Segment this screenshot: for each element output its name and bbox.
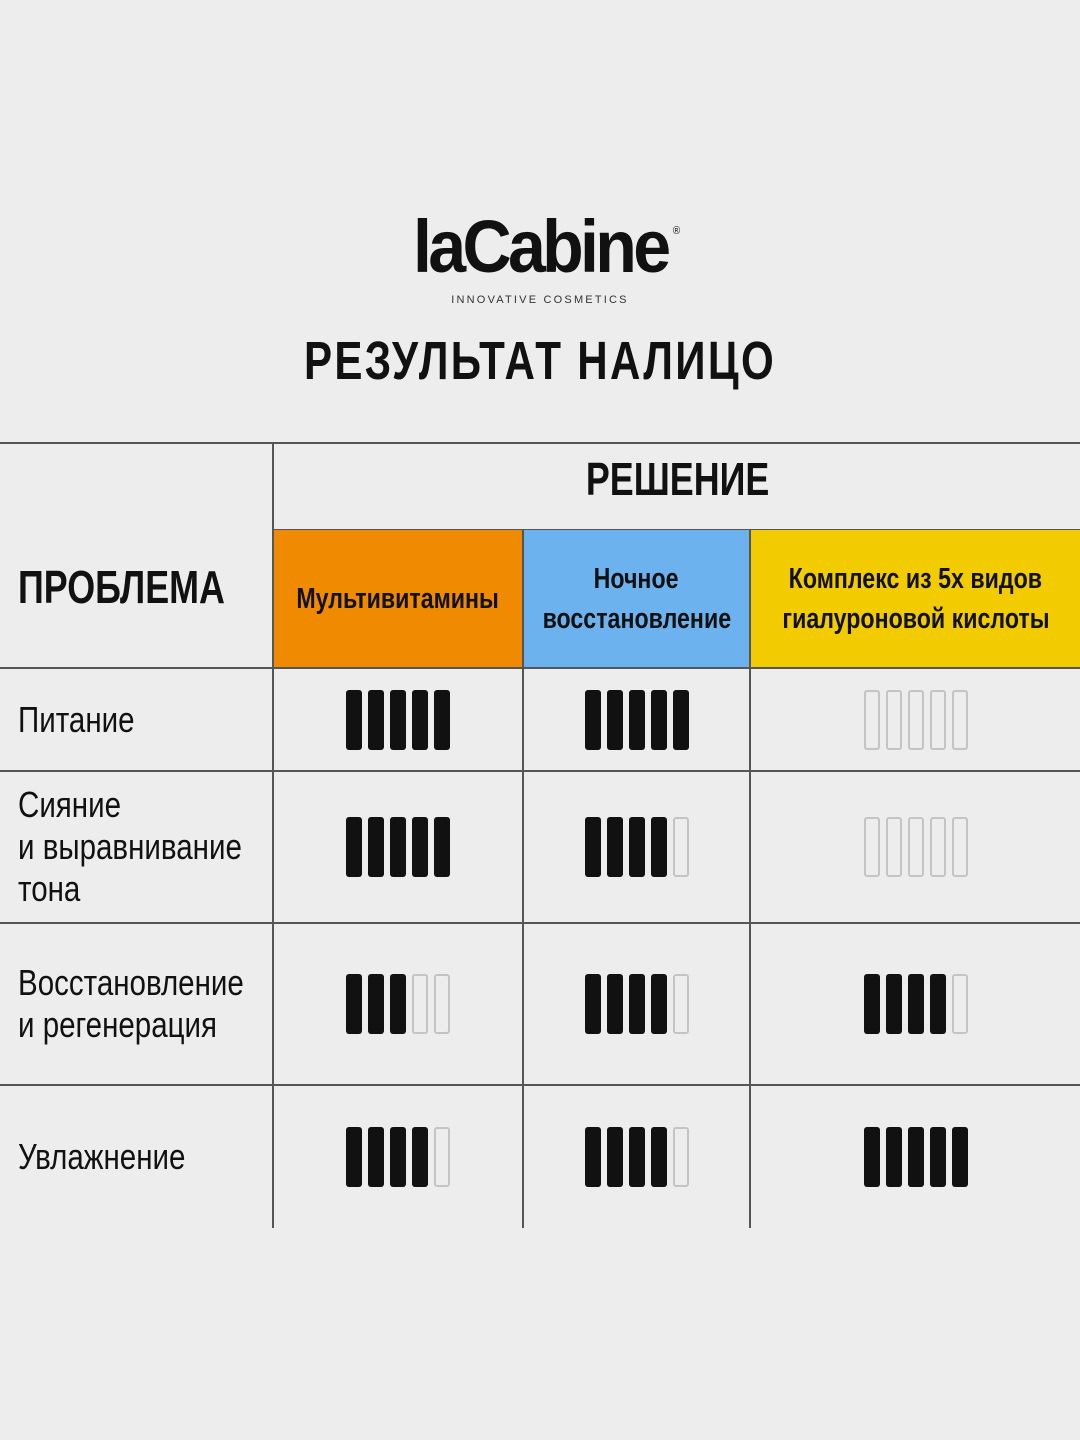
rating-bar-filled — [886, 1127, 902, 1187]
rating-cell — [274, 669, 522, 770]
column-header-line: Мультивитамины — [296, 583, 500, 615]
row-label-line: Увлажнение — [18, 1136, 186, 1177]
rating-bar-filled — [434, 690, 450, 750]
rating-bar-filled — [368, 690, 384, 750]
solution-header-text: РЕШЕНИЕ — [585, 453, 770, 505]
page-title: РЕЗУЛЬТАТ НАЛИЦО — [303, 331, 777, 391]
rating-bar-filled — [930, 1127, 946, 1187]
rating-bars — [585, 1127, 689, 1187]
rating-bars — [864, 974, 968, 1034]
rating-bar-filled — [629, 1127, 645, 1187]
rating-bar-filled — [908, 1127, 924, 1187]
rating-bar-empty — [434, 1127, 450, 1187]
rating-cell — [524, 772, 749, 922]
rating-bar-empty — [930, 690, 946, 750]
row-label-line: Восстановление — [18, 962, 244, 1003]
rating-bar-filled — [629, 817, 645, 877]
problem-header — [18, 560, 283, 614]
rating-bar-empty — [952, 974, 968, 1034]
row-label-radiance — [18, 772, 291, 922]
rating-bar-empty — [952, 690, 968, 750]
column-header-line: Комплекс из 5х видов — [788, 563, 1043, 595]
rating-bar-filled — [585, 817, 601, 877]
rating-bar-filled — [629, 690, 645, 750]
row-label-nutrition — [18, 669, 160, 770]
rating-bar-filled — [908, 974, 924, 1034]
brand-name-text: laCabine — [412, 205, 668, 288]
row-label-line: Сияние — [18, 784, 122, 825]
rating-bar-filled — [651, 1127, 667, 1187]
rating-bar-empty — [673, 974, 689, 1034]
brand-tagline: INNOVATIVE COSMETICS — [451, 294, 629, 306]
rating-bar-empty — [908, 690, 924, 750]
column-header-multivitamins — [274, 530, 522, 668]
row-label-line: и выравнивание — [18, 826, 242, 867]
rating-bar-empty — [412, 974, 428, 1034]
rating-bars — [346, 1127, 450, 1187]
rating-cell — [274, 924, 522, 1084]
rating-cell — [751, 669, 1080, 770]
row-label-line: и регенерация — [18, 1004, 218, 1045]
rating-bar-filled — [585, 1127, 601, 1187]
rating-bar-filled — [607, 817, 623, 877]
rating-bar-empty — [886, 817, 902, 877]
column-header-hyaluronic-complex — [751, 530, 1080, 668]
rating-bars — [346, 817, 450, 877]
rating-cell — [524, 924, 749, 1084]
problem-header-text: ПРОБЛЕМА — [18, 561, 225, 613]
column-header-line: восстановление — [542, 603, 731, 635]
rating-bar-filled — [585, 974, 601, 1034]
rating-bar-empty — [886, 690, 902, 750]
rating-bar-filled — [346, 690, 362, 750]
rating-bar-empty — [864, 817, 880, 877]
solution-header — [275, 452, 1080, 506]
rating-bar-empty — [673, 1127, 689, 1187]
rating-bar-filled — [864, 1127, 880, 1187]
column-header-label — [749, 559, 1080, 639]
rating-bar-filled — [390, 974, 406, 1034]
rating-bar-empty — [908, 817, 924, 877]
column-header-label — [519, 559, 755, 639]
column-header-line: Ночное — [594, 563, 679, 595]
row-label-recovery — [18, 924, 293, 1084]
rating-bar-filled — [629, 974, 645, 1034]
rating-cell — [751, 1086, 1080, 1228]
rating-cell — [524, 1086, 749, 1228]
table-top-border — [0, 442, 1080, 444]
row-label-hydration — [18, 1086, 222, 1228]
rating-bar-filled — [651, 690, 667, 750]
rating-bar-filled — [607, 690, 623, 750]
rating-bar-empty — [952, 817, 968, 877]
rating-bar-filled — [886, 974, 902, 1034]
column-header-label — [271, 579, 524, 619]
rating-bar-empty — [434, 974, 450, 1034]
rating-bar-filled — [930, 974, 946, 1034]
rating-cell — [751, 772, 1080, 922]
rating-cell — [274, 1086, 522, 1228]
rating-bar-filled — [390, 1127, 406, 1187]
rating-bar-filled — [607, 1127, 623, 1187]
rating-bar-empty — [864, 690, 880, 750]
rating-bar-filled — [390, 690, 406, 750]
rating-bar-filled — [368, 1127, 384, 1187]
rating-bar-filled — [434, 817, 450, 877]
column-header-night-recovery — [524, 530, 749, 668]
rating-bar-filled — [368, 817, 384, 877]
rating-bars — [346, 690, 450, 750]
rating-bar-filled — [864, 974, 880, 1034]
rating-bar-filled — [651, 817, 667, 877]
column-header-line: гиалуроновой кислоты — [781, 603, 1050, 635]
rating-bar-filled — [673, 690, 689, 750]
rating-bar-filled — [346, 817, 362, 877]
rating-bar-filled — [346, 1127, 362, 1187]
rating-bar-filled — [607, 974, 623, 1034]
rating-bar-filled — [952, 1127, 968, 1187]
rating-bar-filled — [412, 817, 428, 877]
rating-bar-filled — [412, 1127, 428, 1187]
registered-mark: ® — [672, 225, 681, 237]
rating-bar-empty — [673, 817, 689, 877]
rating-bar-filled — [346, 974, 362, 1034]
rating-bars — [864, 817, 968, 877]
rating-bars — [864, 1127, 968, 1187]
rating-cell — [524, 669, 749, 770]
rating-bar-filled — [390, 817, 406, 877]
rating-bar-filled — [368, 974, 384, 1034]
rating-bars — [585, 974, 689, 1034]
rating-bar-filled — [585, 690, 601, 750]
rating-bars — [864, 690, 968, 750]
rating-bar-filled — [651, 974, 667, 1034]
rating-bars — [585, 817, 689, 877]
rating-bars — [346, 974, 450, 1034]
rating-bar-empty — [930, 817, 946, 877]
rating-cell — [274, 772, 522, 922]
row-label-line: тона — [18, 868, 81, 909]
rating-bars — [585, 690, 689, 750]
row-label-line: Питание — [18, 698, 135, 740]
rating-cell — [751, 924, 1080, 1084]
rating-bar-filled — [412, 690, 428, 750]
